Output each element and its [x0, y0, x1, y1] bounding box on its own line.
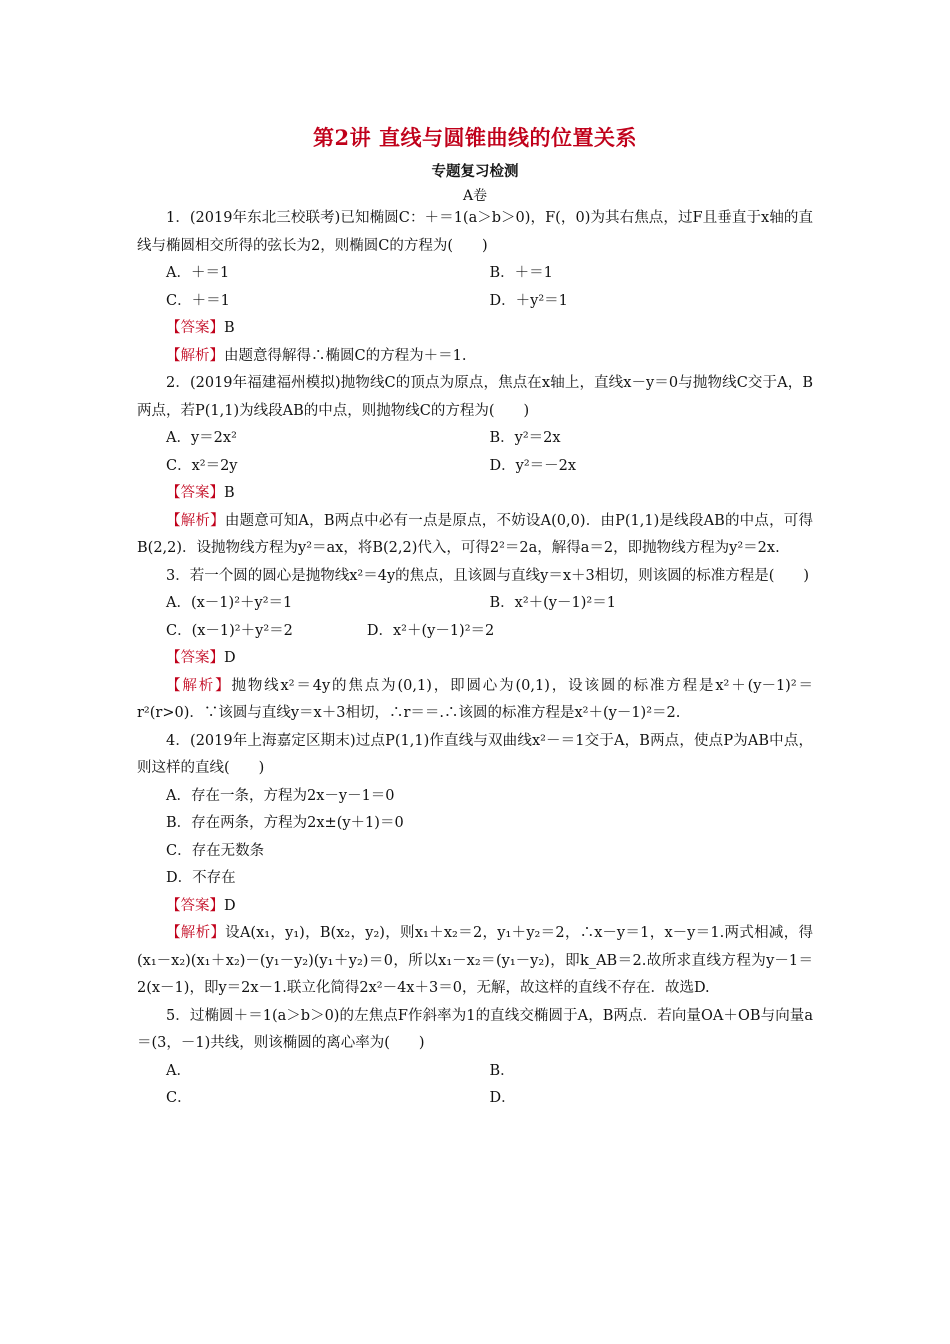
analysis-line [137, 673, 813, 728]
option-a: A．存在一条，方程为2x－y－1＝0 [166, 787, 395, 804]
analysis-tag: 【解析】 [166, 925, 226, 941]
question-list [137, 205, 813, 1113]
option-a: A．(x－1)²＋y²＝1 [166, 595, 293, 611]
options-list [137, 783, 813, 893]
question-stem: 4．(2019年上海嘉定区期末)过点P(1,1)作直线与双曲线x²－＝1交于A，B两点，使点P为AB中点，则这样的直线( ) [137, 732, 813, 776]
answer-tag: 【答案】 [166, 897, 224, 914]
option-b: B．x²＋(y－1)²＝1 [489, 595, 616, 611]
analysis-text: 设A(x₁，y₁)，B(x₂，y₂)，则x₁＋x₂＝2，y₁＋y₂＝2，∴x－y＝1，x－y＝1.两式相减，得(x₁－x₂)(x₁＋x₂)－(y₁－y₂)(y₁＋y₂)＝0，所以x₁－x₂＝(y₁－y₂)，即k_AB＝2.故所求直线方程为y－1＝2(x－1)，即y＝2x－1.联立化简得2x²－4x＋3＝0，无解，故这样的直线不存在．故选D. [137, 925, 814, 996]
analysis-text: 由题意可知A，B两点中必有一点是原点，不妨设A(0,0)．由P(1,1)是线段AB的中点，可得B(2,2)．设抛物线方程为y²＝ax，将B(2,2)代入，可得2²＝2a，解得a＝2，即抛物线方程为y²＝2x. [137, 512, 814, 556]
options-list [137, 260, 813, 315]
analysis-tag: 【解析】 [166, 347, 224, 364]
analysis-line [137, 920, 813, 1003]
analysis-text: 由题意得解得∴椭圆C的方程为＋＝1. [224, 347, 467, 364]
analysis-line [137, 343, 813, 371]
option-c: C．＋＝1 [166, 292, 230, 309]
option-b: B．y²＝2x [489, 430, 561, 446]
question-stem: 2．(2019年福建福州模拟)抛物线C的顶点为原点，焦点在x轴上，直线x－y＝0与抛物线C交于A，B两点，若P(1,1)为线段AB的中点，则抛物线C的方程为( ) [137, 375, 813, 419]
options-list [137, 590, 813, 645]
answer-tag: 【答案】 [166, 320, 224, 336]
question-5 [137, 1003, 813, 1113]
document-title: 第2讲 直线与圆锥曲线的位置关系 [313, 125, 637, 150]
section-label: A卷 [462, 188, 488, 204]
analysis-tag: 【解析】 [166, 512, 225, 529]
question-4 [137, 728, 813, 1003]
option-c: C．x²＝2y [166, 457, 238, 474]
answer-tag: 【答案】 [166, 650, 224, 666]
analysis-line [137, 508, 813, 563]
answer-line [137, 893, 813, 921]
answer-line [137, 645, 813, 673]
answer-value: D [224, 897, 236, 914]
answer-line [137, 480, 813, 508]
answer-value: B [224, 320, 235, 336]
option-b: B．存在两条，方程为2x±(y＋1)＝0 [166, 815, 404, 831]
option-a: A． [166, 1062, 191, 1079]
question-stem: 3．若一个圆的圆心是抛物线x²＝4y的焦点，且该圆与直线y＝x＋3相切，则该圆的标准方程是( ) [166, 567, 810, 584]
options-list [137, 1058, 813, 1113]
answer-value: D [224, 650, 236, 666]
option-d: D．＋y²＝1 [489, 292, 568, 309]
question-1 [137, 205, 813, 370]
options-list [137, 425, 813, 480]
option-c: C．(x－1)²＋y²＝2 [166, 622, 293, 639]
document-subtitle: 专题复习检测 [431, 163, 519, 180]
option-d: D．y²＝－2x [489, 457, 577, 474]
option-a: A．＋＝1 [166, 265, 230, 281]
option-c: C． [166, 1090, 192, 1106]
question-stem: 1．(2019年东北三校联考)已知椭圆C：＋＝1(a＞b＞0)，F(，0)为其右焦点，过F且垂直于x轴的直线与椭圆相交所得的弦长为2，则椭圆C的方程为( ) [137, 210, 813, 254]
option-b: B． [489, 1062, 515, 1079]
question-3 [137, 563, 813, 728]
option-d: D． [489, 1090, 516, 1106]
question-stem: 5．过椭圆＋＝1(a＞b＞0)的左焦点F作斜率为1的直线交椭圆于A，B两点．若向量OA＋OB与向量a＝(3，－1)共线，则该椭圆的离心率为( ) [137, 1007, 813, 1051]
option-b: B．＋＝1 [489, 265, 553, 281]
option-c: C．存在无数条 [166, 842, 265, 859]
answer-value: B [224, 485, 235, 501]
analysis-text: 抛物线x²＝4y的焦点为(0,1)，即圆心为(0,1)，设该圆的标准方程是x²＋(y－1)²＝r²(r>0)．∵该圆与直线y＝x＋3相切，∴r＝＝.∴该圆的标准方程是x²＋(y－1)²＝2. [137, 677, 814, 721]
analysis-tag: 【解析】 [166, 677, 232, 694]
option-d: D．x²＋(y－1)²＝2 [366, 622, 495, 639]
option-d: D．不存在 [166, 870, 236, 886]
answer-tag: 【答案】 [166, 485, 224, 501]
question-2 [137, 370, 813, 563]
answer-line [137, 315, 813, 343]
option-a: A．y＝2x² [166, 430, 237, 446]
